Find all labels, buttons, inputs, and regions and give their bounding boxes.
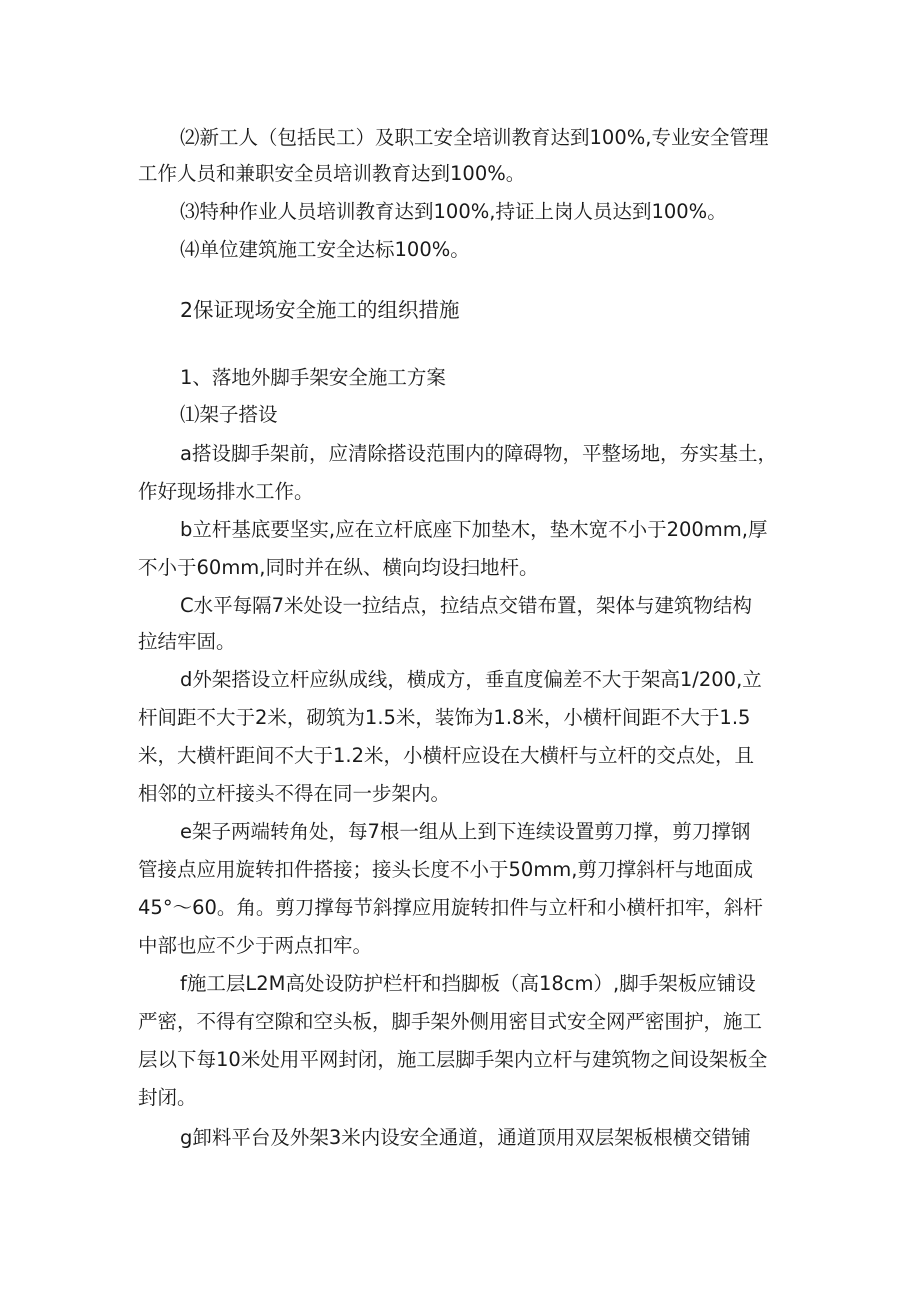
text-line: 杆间距不大于2米，砌筑为1.5米，装饰为1.8米，小横杆间距不大于1.5	[138, 706, 751, 729]
text-line: 管接点应用旋转扣件搭接；接头长度不小于50mm,剪刀撑斜杆与地面成	[138, 858, 754, 881]
text-line: 工作人员和兼职安全员培训教育达到100%。	[138, 162, 526, 185]
text-line: 中部也应不少于两点扣牢。	[138, 934, 373, 957]
text-line: e架子两端转角处，每7根一组从上到下连续设置剪刀撑，剪刀撑钢	[180, 820, 751, 843]
text-line: 封闭。	[138, 1086, 197, 1109]
text-line: 相邻的立杆接头不得在同一步架内。	[138, 782, 451, 805]
section-heading: 2保证现场安全施工的组织措施	[180, 298, 460, 322]
text-line: ⑵新工人（包括民工）及职工安全培训教育达到100%,专业安全管理	[180, 126, 769, 149]
item-heading: ⑴架子搭设	[180, 403, 278, 426]
text-line: 作好现场排水工作。	[138, 480, 314, 503]
text-line: 米，大横杆距间不大于1.2米，小横杆应设在大横杆与立杆的交点处，且	[138, 744, 755, 767]
text-line: 层以下每10米处用平网封闭，施工层脚手架内立杆与建筑物之间设架板全	[138, 1048, 768, 1071]
text-line: 严密，不得有空隙和空头板，脚手架外侧用密目式安全网严密围护，施工	[138, 1010, 763, 1033]
text-line: f施工层L2M高处设防护栏杆和挡脚板（高18cm）,脚手架板应铺设	[180, 972, 756, 995]
text-line: 不小于60mm,同时并在纵、横向均设扫地杆。	[138, 556, 539, 579]
text-line: 45°～60。角。剪刀撑每节斜撑应用旋转扣件与立杆和小横杆扣牢，斜杆	[138, 896, 763, 919]
subsection-heading: 1、落地外脚手架安全施工方案	[180, 366, 446, 389]
text-line: g卸料平台及外架3米内设安全通道，通道顶用双层架板根横交错铺	[180, 1126, 751, 1149]
text-line: ⑶特种作业人员培训教育达到100%,持证上岗人员达到100%。	[180, 200, 727, 223]
text-line: C水平每隔7米处设一拉结点，拉结点交错布置，架体与建筑物结构	[180, 594, 753, 617]
text-line: 拉结牢固。	[138, 630, 236, 653]
text-line: b立杆基底要坚实,应在立杆底座下加垫木，垫木宽不小于200mm,厚	[180, 518, 768, 541]
text-line: ⑷单位建筑施工安全达标100%。	[180, 238, 470, 261]
text-line: a搭设脚手架前，应清除搭设范围内的障碍物，平整场地，夯实基土，	[180, 442, 777, 465]
text-line: d外架搭设立杆应纵成线，横成方，垂直度偏差不大于架高1/200,立	[180, 668, 762, 691]
